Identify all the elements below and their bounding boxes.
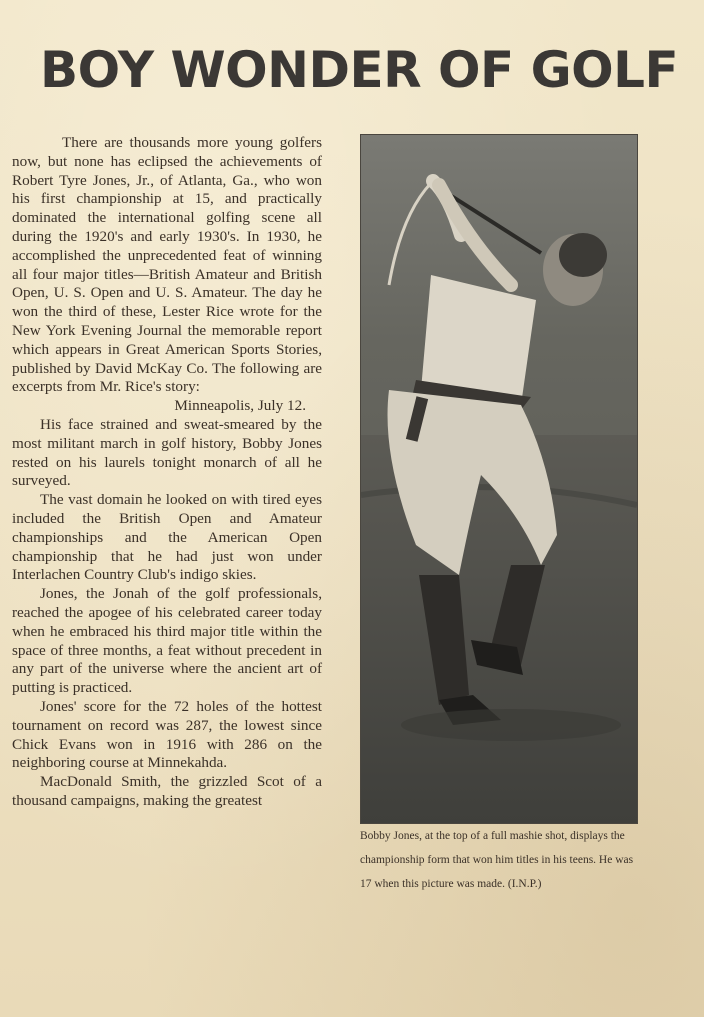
headline: BOY WONDER OF GOLF <box>40 41 679 99</box>
article-paragraph: MacDonald Smith, the grizzled Scot of a thousand campaigns, making the greatest <box>12 773 322 809</box>
photo-caption: Bobby Jones, at the top of a full mashie shot, displays the championship form that won him titles in his teens. He was 17 when this picture was made. (I.N.P.) <box>360 830 634 890</box>
golfer-photo <box>360 134 638 824</box>
article-paragraph: Jones, the Jonah of the golf professionals, reached the apogee of his celebrated career today when he embraced his third major title within the space of three months, a feat without precedent in any part of the universe where the ancient art of putting is practiced. <box>12 585 322 697</box>
intro-paragraph: There are thousands more young golfers now, but none has eclipsed the achievements of Robert Tyre Jones, Jr., of Atlanta, Ga., who won his first championship at 15, and practically dominated the international golfing scene all during the 1920's and early 1930's. In 1930, he accomplished the unprecedented feat of winning all four major titles—British Amateur and British Open, U. S. Open and U. S. Amateur. The day he won the third of these, Lester Rice wrote for the New York Evening Journal the memorable report which appears in Great American Sports Stories, published by David McKay Co. The following are excerpts from Mr. Rice's story: <box>12 134 322 396</box>
article-body <box>12 134 322 811</box>
article-paragraph: Jones' score for the 72 holes of the hottest tournament on record was 287, the lowest since Chick Evans won in 1916 with 286 on the neighboring course at Minnekahda. <box>12 697 322 772</box>
dateline: Minneapolis, July 12. <box>174 397 306 415</box>
article-paragraph: The vast domain he looked on with tired eyes included the British Open and Amateur championships and the American Open championship that he had just won under Interlachen Country Club's indigo skies. <box>12 491 322 584</box>
article-paragraph: His face strained and sweat-smeared by the most militant march in golf history, Bobby Jones rested on his laurels tonight monarch of all he surveyed. <box>12 415 322 490</box>
golfer-illustration <box>361 135 637 823</box>
